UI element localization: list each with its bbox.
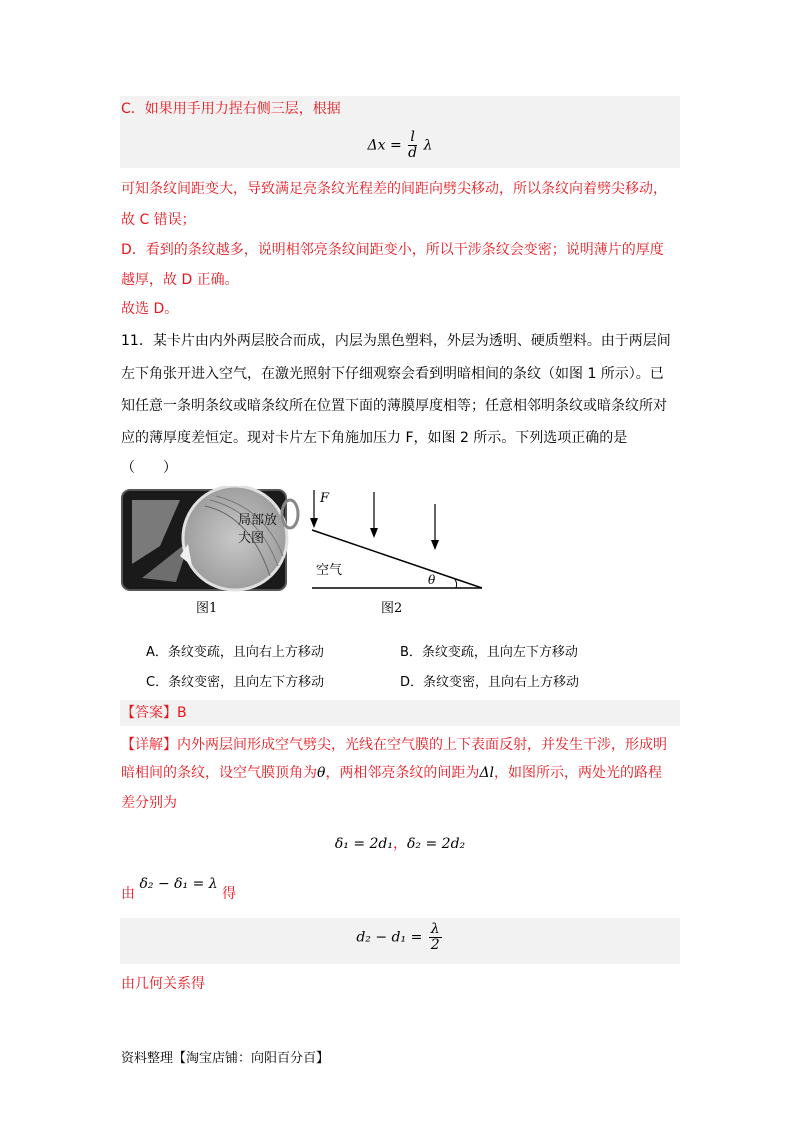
zoom-label-2: 大图 — [238, 531, 265, 546]
figure-2-diagram — [304, 486, 494, 596]
q11-line-3: 知任意一条明条纹或暗条纹所在位置下面的薄膜厚度相等；任意相邻明条纹或暗条纹所对 — [121, 398, 667, 414]
delta-l-symbol: Δl — [479, 765, 495, 781]
formula-lambda: λ — [423, 137, 433, 154]
option-d-line-2: 越厚，故 D 正确。 — [121, 272, 239, 288]
detail-2-part-a: 暗相间的条纹，设空气膜顶角为 — [121, 765, 317, 781]
detail-line-3: 差分别为 — [121, 795, 177, 811]
air-label: 空气 — [316, 563, 343, 578]
equation-1a: δ₁ = 2d₁ — [334, 836, 393, 852]
q11-bracket: （ ） — [121, 460, 177, 476]
theta-symbol: θ — [317, 765, 326, 781]
formula-fraction — [408, 130, 417, 161]
q11-line-2: 左下角张开进入空气，在激光照射下仔细观察会看到明暗相间的条纹（如图 1 所示）。已 — [121, 366, 664, 382]
equation-2 — [120, 922, 680, 953]
equation-2-lhs: d₂ − d₁ = — [356, 929, 423, 946]
option-d-line-1: D．看到的条纹越多，说明相邻亮条纹间距变小，所以干涉条纹会变密；说明薄片的厚度 — [121, 242, 664, 258]
answer-shade — [120, 700, 680, 726]
q11-line-4: 应的薄厚度差恒定。现对卡片左下角施加压力 F，如图 2 所示。下列选项正确的是 — [121, 430, 628, 446]
option-b: B．条纹变疏，且向左下方移动 — [400, 645, 578, 660]
option-c: C．条纹变密，且向左下方移动 — [146, 675, 325, 690]
zoom-label-1: 局部放 — [238, 513, 278, 528]
formula-delta-x — [120, 130, 680, 161]
footer-text: 资料整理【淘宝店铺：向阳百分百】 — [121, 1051, 330, 1066]
detail-2-part-c: ，如图所示，两处光的路程 — [494, 765, 663, 781]
equation-1b: δ₂ = 2d₂ — [407, 836, 466, 852]
from-label: 由 — [121, 886, 135, 902]
detail-2-part-b: ，两相邻亮条纹的间距为 — [325, 765, 480, 781]
geometry-text: 由几何关系得 — [121, 976, 205, 992]
answer-label: 【答案】B — [121, 705, 187, 721]
from-line — [121, 876, 237, 904]
formula-numerator: l — [408, 130, 417, 146]
force-label: F — [320, 491, 330, 506]
conclusion-text: 故选 D。 — [121, 301, 179, 317]
equation-2-numerator: λ — [430, 921, 440, 937]
equation-1 — [120, 833, 680, 853]
equation-1-sep: ， — [393, 836, 407, 852]
from-equation: δ₂ − δ₁ = λ — [139, 876, 218, 892]
q11-line-1: 11．某卡片由内外两层胶合而成，内层为黑色塑料，外层为透明、硬质塑料。由于两层间 — [121, 333, 671, 349]
formula-denominator: d — [408, 145, 418, 161]
zoom-circle — [183, 486, 287, 590]
formula-lhs: Δx = — [367, 137, 402, 154]
wedge-line — [312, 530, 482, 588]
detail-line-1: 【详解】内外两层间形成空气劈尖，光线在空气膜的上下表面反射，并发生干涉，形成明 — [121, 737, 667, 753]
explain-line-1: 可知条纹间距变大，导致满足亮条纹光程差的间距向劈尖移动，所以条纹向着劈尖移动， — [121, 181, 667, 197]
detail-line-2 — [121, 763, 662, 783]
angle-label: θ — [428, 573, 436, 587]
figure-2-label: 图2 — [381, 601, 403, 616]
figure-1-label: 图1 — [196, 601, 218, 616]
explain-line-2: 故 C 错误； — [121, 212, 196, 228]
equation-2-fraction — [429, 922, 442, 953]
option-d: D．条纹变密，且向右上方移动 — [400, 675, 580, 690]
equation-2-denominator: 2 — [430, 937, 440, 953]
get-label: 得 — [222, 886, 237, 902]
option-a: A．条纹变疏，且向右上方移动 — [146, 645, 324, 660]
option-c-text: C．如果用手用力捏右侧三层，根据 — [121, 101, 341, 117]
figure-1-card — [120, 486, 300, 596]
